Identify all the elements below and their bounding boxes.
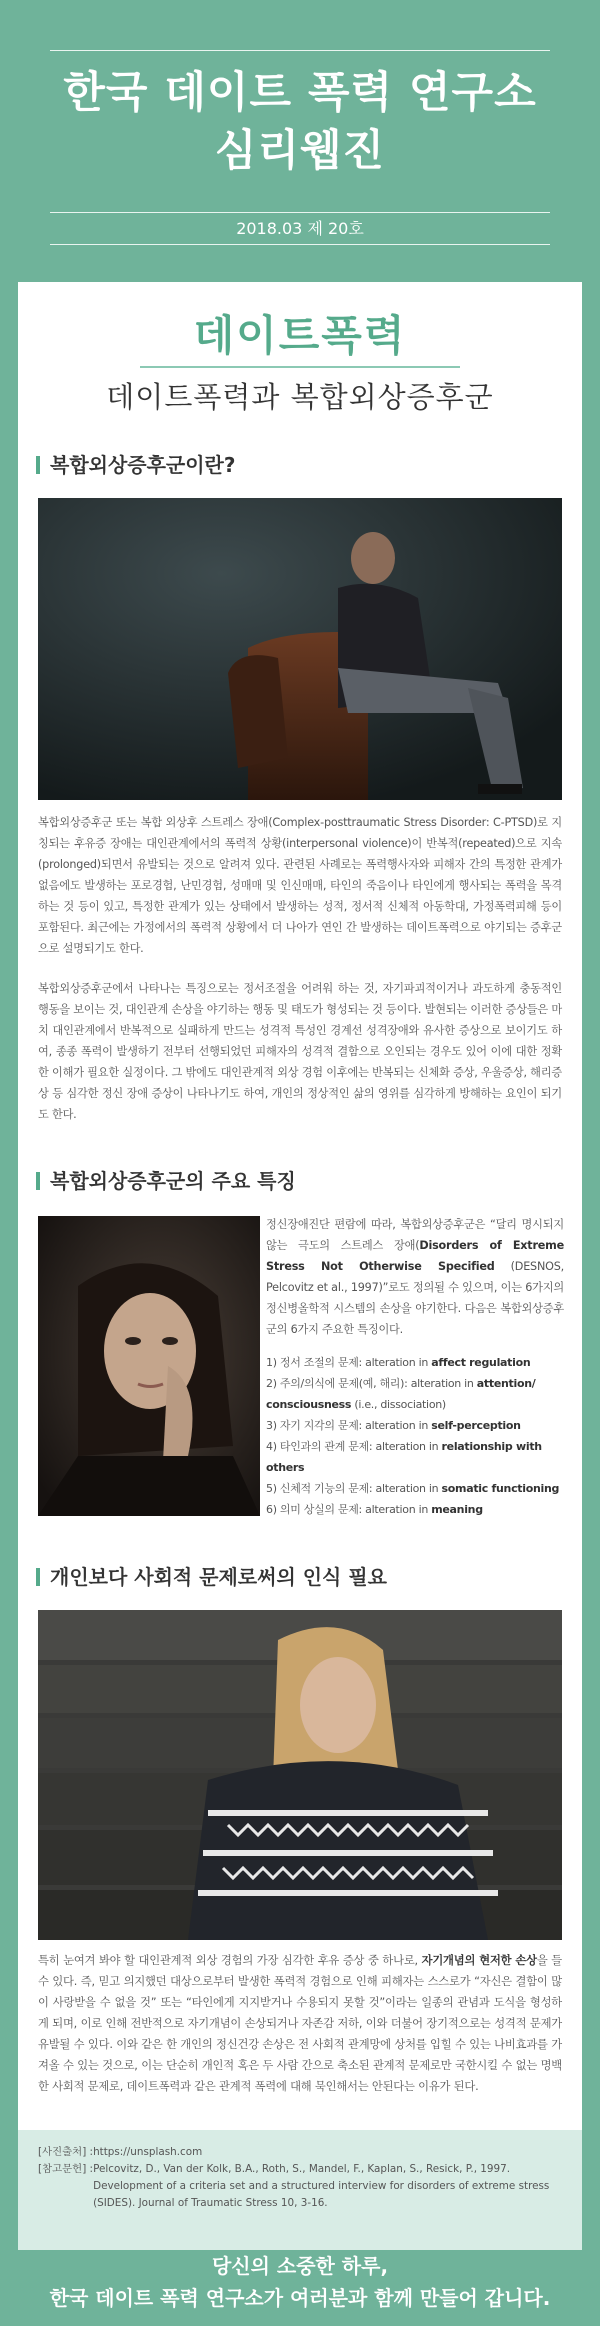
photo-credit bbox=[38, 2144, 562, 2161]
reference-entry bbox=[38, 2161, 562, 2212]
magazine-title-line1: 한국 데이트 폭력 연구소 bbox=[63, 68, 537, 118]
section1-paragraph1: 복합외상증후군 또는 복합 외상후 스트레스 장애(Complex-posttraumatic Stress Disorder: C-PTSD)로 지칭되는 후유증 장애는 대인관계에서의 폭력적 상황(interpersonal violence)이 반복적(repeated)으로 지속(prolonged)되면서 유발되는 것으로 알려져 있다. 관련된 사례로는 폭력행사자와 피해자 간의 특정한 관계가 없음에도 발생하는 포로경험, 난민경험, 성매매 및 인신매매, 타인의 죽음이나 타인에게 행사되는 폭력을 목격하는 것 등이 있고, 특정한 관계가 있는 상태에서 발생하는 성적, 정서적 신체적 아동학대, 가정폭력피해 등이 포함된다. 최근에는 가정에서의 폭력적 상황에서 더 나아가 연인 간 발생하는 데이트폭력으로 야기되는 증후군으로 설명되기도 한다. bbox=[38, 816, 562, 955]
masthead-mid-rule bbox=[50, 212, 550, 213]
section3-paragraph bbox=[38, 1950, 562, 2097]
section3-paragraph-part1: 특히 눈여겨 봐야 할 대인관계적 외상 경험의 가장 심각한 후유 증상 중 하나로, bbox=[38, 1954, 422, 1967]
article-hero bbox=[18, 282, 582, 416]
section2-heading: 복합외상증후군의 주요 특징 bbox=[36, 1168, 296, 1194]
photo-credit-link[interactable]: https://unsplash.com bbox=[93, 2146, 203, 2158]
hero-divider bbox=[140, 366, 460, 368]
issue-info: 2018.03 제 20호 bbox=[236, 219, 364, 238]
section2-intro-part2: (DESNOS, Pelcovitz et al., 1997)”로도 정의될 수 있으며, 이는 6가지의 정신병올학적 시스템의 손상을 야기한다. 다음은 복합외상증후군의 6가지 주요한 특징이다. bbox=[266, 1260, 564, 1336]
reference-text: Pelcovitz, D., Van der Kolk, B.A., Roth, S., Mandel, F., Kaplan, S., Resick, P., 1997. Development of a criteria set and a structured interview for disorders of extreme stress (SIDES). Journal of Traumatic Stress 10, 3-16. bbox=[93, 2163, 550, 2209]
photo-woman-on-stairs bbox=[38, 1610, 562, 1940]
section3-paragraph-bold: 자기개념의 현저한 손상 bbox=[421, 1954, 537, 1967]
photo-man-on-sofa bbox=[38, 498, 562, 800]
section2-intro-bold: Disorders of Extreme Stress Not Otherwise Specified bbox=[266, 1239, 564, 1273]
masthead-top-rule bbox=[50, 50, 550, 51]
section3-paragraph-part2: 을 들 수 있다. 즉, 믿고 의지했던 대상으로부터 발생한 폭력적 경험으로 인해 피해자는 스스로가 “자신은 결함이 많이 사랑받을 수 없을 것” 또는 “타인에게 지지받거나 수용되지 못할 것”이라는 일종의 관념과 도식을 형성하게 되며, 이로 인해 전반적으로 자기개념이 손상되거나 자존감 저하, 이와 더불어 장기적으로는 성격적 문제가 유발될 수 있다. 이와 같은 한 개인의 정신건강 손상은 전 사회적 관계망에 상처를 입힐 수 있는 나비효과를 가져올 수 있는 것으로, 이는 단순히 개인적 혹은 두 사람 간으로 축소된 관계적 문제로만 국한시킬 수 없는 명백한 사회적 문제로, 데이트폭력과 같은 관계적 폭력에 대해 묵인해서는 안된다는 이유가 된다. bbox=[38, 1954, 562, 2093]
reference-label: [참고문헌] : bbox=[38, 2163, 94, 2175]
section1-paragraph2: 복합외상증후군에서 나타나는 특징으로는 정서조절을 어려워 하는 것, 자기파괴적이거나 과도하게 충동적인 행동을 보이는 것, 대인관계 손상을 야기하는 행동 및 태도가 형성되는 것 등이다. 발현되는 이러한 증상들은 마치 대인관계에서 반복적으로 실패하게 만드는 성격적 특성인 경계선 성격장애와 유사한 증상으로 보이기도 하여, 종종 폭력이 발생하기 전부터 선행되었던 피해자의 성격적 결함으로 오인되는 경우도 있어 이에 대한 정확한 이해가 필요한 실정이다. 그 밖에도 대인관계적 외상 경험 이후에는 반복되는 신체화 증상, 우울증상, 해리증상 등 심각한 정신 장애 증상이 나타나기도 하여, 개인의 정상적인 삶의 영위를 심각하게 방해하는 요인이 되기도 한다. bbox=[38, 982, 562, 1121]
magazine-title-line2: 심리웹진 bbox=[214, 126, 386, 176]
feature-item: 3) 자기 지각의 문제: alteration in self-perception bbox=[266, 1419, 521, 1432]
magazine-title bbox=[0, 64, 600, 180]
section1-heading: 복합외상증후군이란? bbox=[36, 452, 235, 478]
feature-item: 6) 의미 상실의 문제: alteration in meaning bbox=[266, 1503, 483, 1516]
references-box bbox=[18, 2130, 582, 2250]
feature-list bbox=[266, 1352, 566, 1520]
feature-item: 4) 타인과의 관계 문제: alteration in relationship with others bbox=[266, 1440, 542, 1474]
hero-keyword: 데이트폭력 bbox=[193, 311, 407, 360]
feature-item: 1) 정서 조절의 문제: alteration in affect regulation bbox=[266, 1356, 531, 1369]
closing-message bbox=[0, 2250, 600, 2314]
article-card bbox=[18, 282, 582, 2132]
masthead bbox=[0, 0, 600, 270]
photo-woman-portrait bbox=[38, 1216, 260, 1516]
masthead-bottom-rule bbox=[50, 244, 550, 245]
section2-intro-part1: 정신장애진단 편람에 따라, 복합외상증후군은 “달리 명시되지 않는 극도의 스트레스 장애( bbox=[266, 1218, 564, 1252]
feature-item: 2) 주의/의식에 문제(예, 해리): alteration in attention/ consciousness (i.e., dissociation) bbox=[266, 1377, 536, 1411]
photo-credit-label: [사진출처] : bbox=[38, 2146, 94, 2158]
closing-line2: 한국 데이트 폭력 연구소가 여러분과 함께 만들어 갑니다. bbox=[49, 2286, 551, 2310]
feature-item: 5) 신체적 기능의 문제: alteration in somatic functioning bbox=[266, 1482, 560, 1495]
section3-heading: 개인보다 사회적 문제로써의 인식 필요 bbox=[36, 1564, 387, 1590]
article-subtitle: 데이트폭력과 복합외상증후군 bbox=[106, 380, 494, 414]
section2-intro bbox=[266, 1214, 564, 1340]
closing-line1: 당신의 소중한 하루, bbox=[211, 2254, 389, 2278]
